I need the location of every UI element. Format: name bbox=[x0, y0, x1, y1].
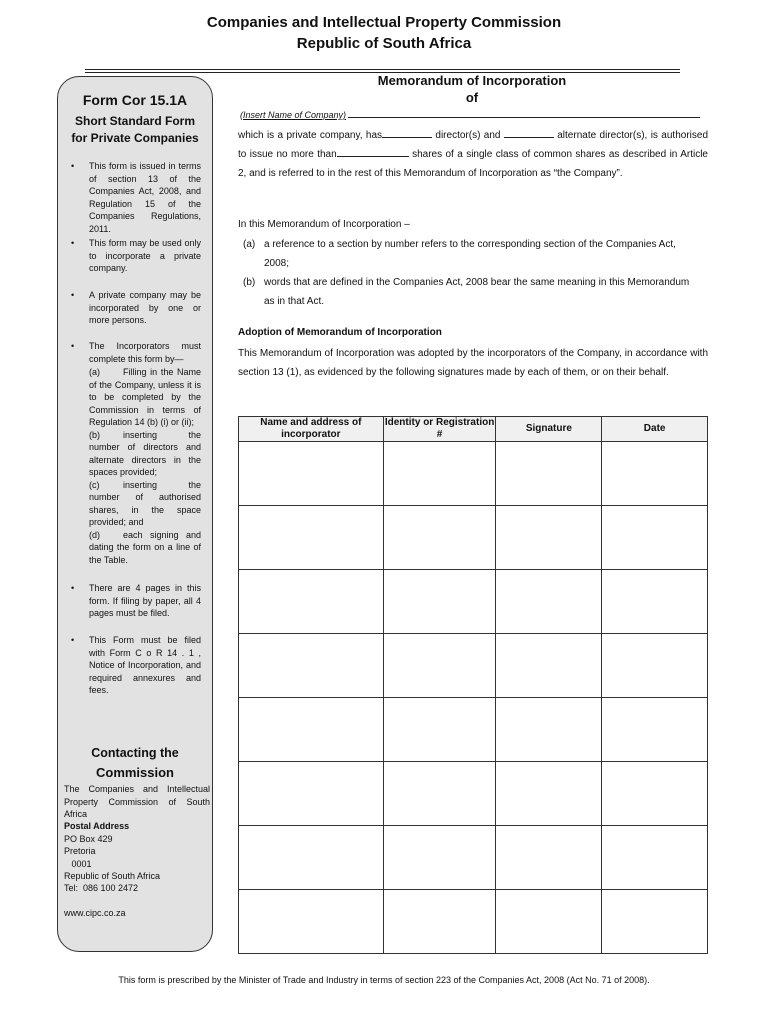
intro-text: director(s) and bbox=[432, 130, 504, 141]
table-row bbox=[239, 506, 708, 570]
table-row bbox=[239, 634, 708, 698]
memorandum-title: Memorandum of Incorporation bbox=[377, 73, 567, 88]
table-row bbox=[239, 826, 708, 890]
sidebar-note-item bbox=[71, 160, 201, 234]
form-subtitle-line-1: Short Standard Form bbox=[74, 114, 195, 128]
form-subtitle-line-2: for Private Companies bbox=[71, 131, 199, 145]
name-address-cell[interactable] bbox=[239, 634, 384, 698]
contact-heading-commission: Commission bbox=[95, 765, 174, 780]
country-name: Republic of South Africa bbox=[296, 35, 472, 52]
name-address-cell[interactable] bbox=[239, 762, 384, 826]
date-cell[interactable] bbox=[602, 570, 708, 634]
date-cell[interactable] bbox=[602, 442, 708, 506]
bullet-icon: • bbox=[71, 635, 75, 645]
definitions-lead: In this Memorandum of Incorporation – bbox=[238, 219, 410, 230]
intro-paragraph bbox=[238, 126, 708, 183]
sub-item-label: (d) bbox=[89, 529, 100, 540]
intro-text: shares of a single class of common shares as described in Article 2, and is referred to in the rest of this Memorandum of Incorporation as “the Company”. bbox=[238, 149, 708, 179]
sidebar-note-text: This form is issued in terms of section 13 of the Companies Act, 2008, and Regulation 15 of the Companies Regulations, 2011. bbox=[89, 161, 201, 234]
sidebar-note-item bbox=[71, 340, 201, 572]
column-header-identity: Identity or Registration # bbox=[384, 417, 495, 440]
sub-item-text: inserting the number of authorised shares, in the space provided; and bbox=[89, 479, 201, 527]
name-address-cell[interactable] bbox=[239, 826, 384, 890]
adoption-heading: Adoption of Memorandum of Incorporation bbox=[238, 327, 442, 338]
signature-cell[interactable] bbox=[496, 570, 602, 634]
identity-cell[interactable] bbox=[383, 570, 496, 634]
date-cell[interactable] bbox=[602, 890, 708, 954]
identity-cell[interactable] bbox=[383, 442, 496, 506]
table-row bbox=[239, 698, 708, 762]
company-name-blank[interactable] bbox=[348, 109, 700, 118]
contact-description: The Companies and Intellectual Property Commission of South Africa bbox=[64, 784, 210, 819]
postal-address-heading: Postal Address bbox=[64, 821, 130, 831]
sub-item-text: Filling in the Name of the Company, unless it is to be completed by the Commission in terms of Regulation 14 (b) (i) or (ii); bbox=[89, 367, 201, 427]
identity-cell[interactable] bbox=[383, 634, 496, 698]
form-subtitle bbox=[57, 113, 213, 147]
signature-cell[interactable] bbox=[496, 890, 602, 954]
footer-note: This form is prescribed by the Minister of Trade and Industry in terms of section 223 of the Companies Act, 2008 (Act No. 71 of 2008). bbox=[118, 975, 650, 985]
date-cell[interactable] bbox=[602, 698, 708, 762]
directors-blank[interactable] bbox=[382, 128, 432, 138]
header-divider-top bbox=[85, 69, 680, 70]
sidebar-note-item bbox=[71, 237, 201, 275]
date-cell[interactable] bbox=[602, 506, 708, 570]
sub-item-label: (c) bbox=[89, 479, 100, 490]
definition-label: (a) bbox=[243, 239, 256, 250]
identity-cell[interactable] bbox=[383, 890, 496, 954]
definition-text: a reference to a section by number refers to the corresponding section of the Companies Act, 2008; bbox=[264, 239, 676, 269]
column-header-date: Date bbox=[602, 417, 708, 442]
postal-address: PO Box 429 Pretoria 0001 Republic of South Africa Tel: 086 100 2472 bbox=[64, 834, 161, 894]
definition-text: words that are defined in the Companies Act, 2008 bear the same meaning in this Memorandum as in that Act. bbox=[264, 277, 690, 307]
table-row bbox=[239, 570, 708, 634]
signature-cell[interactable] bbox=[496, 762, 602, 826]
signature-cell[interactable] bbox=[496, 698, 602, 762]
name-address-cell[interactable] bbox=[239, 570, 384, 634]
sidebar-note-text: A private company may be incorporated by one or more persons. bbox=[89, 290, 201, 325]
sub-item-label: (b) bbox=[89, 429, 100, 440]
signature-cell[interactable] bbox=[496, 826, 602, 890]
date-cell[interactable] bbox=[602, 762, 708, 826]
bullet-icon: • bbox=[71, 290, 75, 300]
definition-item bbox=[243, 235, 693, 273]
identity-cell[interactable] bbox=[383, 698, 496, 762]
sub-item bbox=[89, 479, 201, 529]
identity-cell[interactable] bbox=[383, 762, 496, 826]
identity-cell[interactable] bbox=[383, 826, 496, 890]
name-address-cell[interactable] bbox=[239, 698, 384, 762]
website-link[interactable]: www.cipc.co.za bbox=[64, 908, 126, 918]
date-cell[interactable] bbox=[602, 826, 708, 890]
bullet-icon: • bbox=[71, 341, 75, 351]
sub-item bbox=[89, 366, 201, 429]
bullet-icon: • bbox=[71, 161, 75, 171]
date-cell[interactable] bbox=[602, 634, 708, 698]
identity-cell[interactable] bbox=[383, 506, 496, 570]
table-row bbox=[239, 442, 708, 506]
table-header-row bbox=[239, 417, 708, 442]
intro-text: which is a private company, has bbox=[238, 130, 383, 141]
signature-cell[interactable] bbox=[496, 506, 602, 570]
sub-item bbox=[89, 529, 201, 567]
table-row bbox=[239, 890, 708, 954]
sub-item-text: inserting the number of directors and alternate directors in the spaces provided; bbox=[89, 429, 201, 477]
name-address-cell[interactable] bbox=[239, 506, 384, 570]
sidebar-note-item bbox=[71, 582, 201, 620]
column-header-signature: Signature bbox=[496, 417, 602, 442]
sub-item-label: (a) bbox=[89, 367, 100, 377]
definition-label: (b) bbox=[243, 277, 256, 288]
signature-cell[interactable] bbox=[496, 634, 602, 698]
sub-item-text: each signing and dating the form on a line of the Table. bbox=[89, 529, 201, 565]
sidebar-note-text: This Form must be filed with Form C o R 14 . 1 , Notice of Incorporation, and required annexures and fees. bbox=[89, 635, 201, 695]
sidebar-note-text: This form may be used only to incorporate a private company. bbox=[89, 238, 201, 273]
signature-cell[interactable] bbox=[496, 442, 602, 506]
name-address-cell[interactable] bbox=[239, 442, 384, 506]
bullet-icon: • bbox=[71, 238, 75, 248]
sidebar-note-text: The Incorporators must complete this form by— bbox=[89, 341, 201, 364]
sidebar-note-item bbox=[71, 634, 201, 695]
sub-item bbox=[89, 429, 201, 479]
memorandum-title-of: of bbox=[465, 90, 479, 105]
company-name-field[interactable] bbox=[240, 109, 700, 120]
contact-heading: Contacting the bbox=[91, 746, 179, 760]
signature-table bbox=[238, 416, 708, 954]
intro-text: alternate director(s), is authorised to issue no more than bbox=[238, 130, 709, 160]
definition-item bbox=[243, 273, 693, 311]
form-number: Form Cor 15.1A bbox=[82, 92, 188, 108]
adoption-paragraph: This Memorandum of Incorporation was adopted by the incorporators of the Company, in accordance with section 13 (1), as evidenced by the following signatures made by each of them, or on their behalf. bbox=[238, 348, 708, 378]
name-address-cell[interactable] bbox=[239, 890, 384, 954]
signature-table-body bbox=[239, 442, 708, 954]
sidebar-note-text: There are 4 pages in this form. If filing by paper, all 4 pages must be filed. bbox=[89, 583, 201, 618]
company-name-label: (Insert Name of Company) bbox=[240, 110, 347, 120]
table-row bbox=[239, 762, 708, 826]
sidebar-note-item bbox=[71, 289, 201, 327]
alternate-directors-blank[interactable] bbox=[504, 128, 554, 138]
bullet-icon: • bbox=[71, 583, 75, 593]
column-header-name-address: Name and address of incorporator bbox=[239, 417, 384, 442]
authorised-shares-blank[interactable] bbox=[337, 147, 409, 157]
commission-name: Companies and Intellectual Property Commission bbox=[206, 14, 562, 31]
